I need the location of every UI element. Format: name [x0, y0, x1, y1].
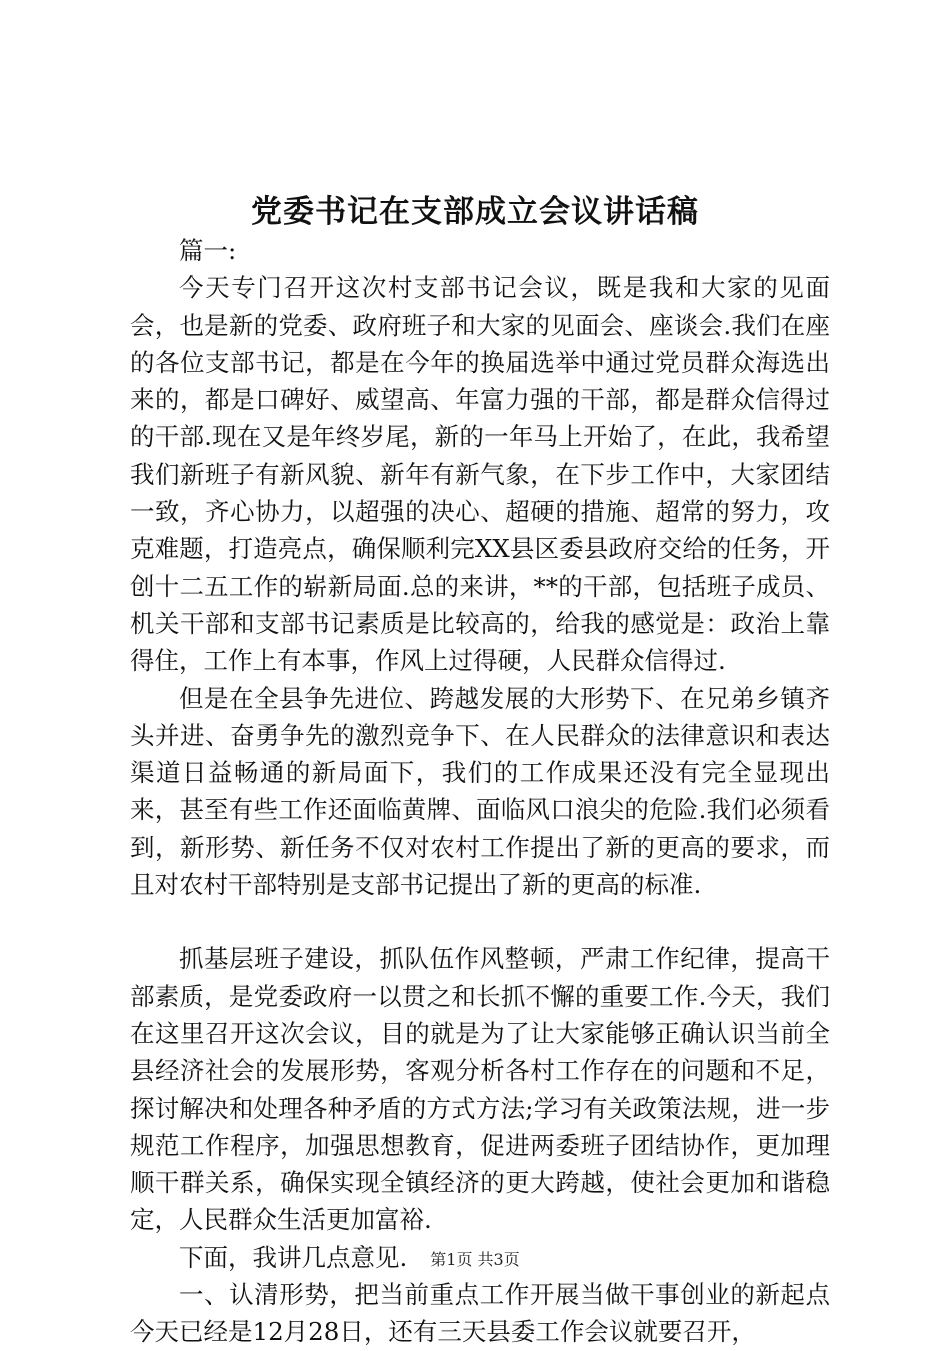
paragraph: 一、认清形势，把当前重点工作开展当做干事创业的新起点今天已经是12月28日，还有三天县委工作会议就要召开， — [130, 1280, 830, 1347]
paragraph: 今天专门召开这次村支部书记会议，既是我和大家的见面会，也是新的党委、政府班子和大家的见面会、座谈会.我们在座的各位支部书记，都是在今年的换届选举中通过党员群众海选出来的，都是口碑好、威望高、年富力强的干部，都是群众信得过的干部.现在又是年终岁尾，新的一年马上开始了，在此，我希望我们新班子有新风貌、新年有新气象，在下步工作中，大家团结一致，齐心协力，以超强的决心、超硬的措施、超常的努力，攻克难题，打造亮点，确保顺利完XX县区委县政府交给的任务，开创十二五工作的崭新局面.总的来讲，**的干部，包括班子成员、机关干部和支部书记素质是比较高的，给我的感觉是：政治上靠得住，工作上有本事，作风上过得硬，人民群众信得过. — [130, 273, 830, 676]
section-label: 篇一: — [179, 236, 237, 265]
document-body — [130, 232, 830, 1351]
paragraph: 抓基层班子建设，抓队伍作风整顿，严肃工作纪律，提高干部素质，是党委政府一以贯之和长抓不懈的重要工作.今天，我们在这里召开这次会议，目的就是为了让大家能够正确认识当前全县经济社会的发展形势，客观分析各村工作存在的问题和不足，探讨解决和处理各种矛盾的方式方法;学习有关政策法规，进一步规范工作程序，加强思想教育，促进两委班子团结协作，更加理顺干群关系，确保实现全镇经济的更大跨越，使社会更加和谐稳定，人民群众生活更加富裕. — [130, 944, 830, 1235]
page-footer: 第1页 共3页 — [430, 1250, 520, 1269]
document-title: 党委书记在支部成立会议讲话稿 — [251, 194, 699, 230]
paragraph: 但是在全县争先进位、跨越发展的大形势下、在兄弟乡镇齐头并进、奋勇争先的激烈竞争下、在人民群众的法律意识和表达渠道日益畅通的新局面下，我们的工作成果还没有完全显现出来，甚至有些工作还面临黄牌、面临风口浪尖的危险.我们必须看到，新形势、新任务不仅对农村工作提出了新的更高的要求，而且对农村干部特别是支部书记提出了新的更高的标准. — [130, 683, 830, 900]
paragraph: 下面，我讲几点意见. — [179, 1242, 408, 1272]
